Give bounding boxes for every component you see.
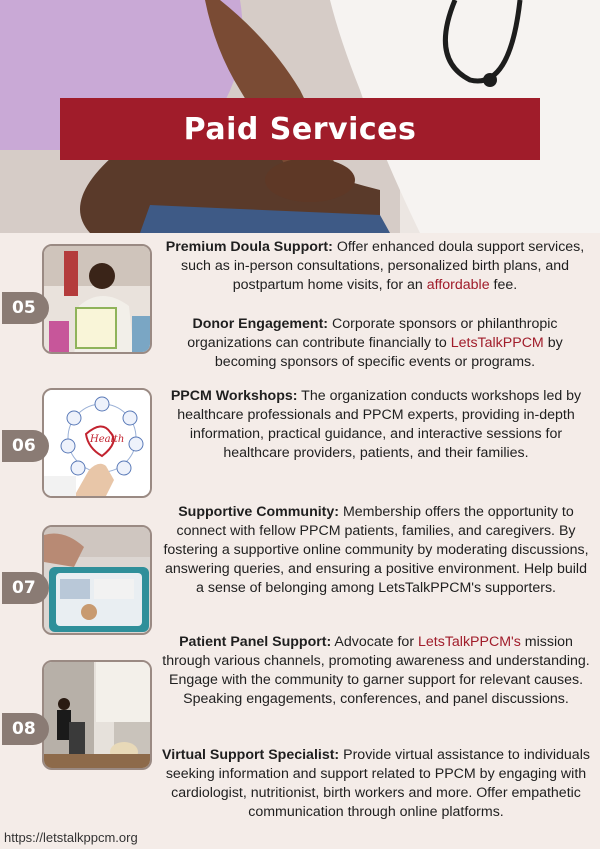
ppcm-workshops xyxy=(164,387,588,463)
section-06-badge xyxy=(2,430,49,462)
health-diagram-image xyxy=(44,390,152,498)
section-05-photo xyxy=(42,244,152,354)
item-heading: Donor Engagement: xyxy=(192,316,329,332)
title-banner xyxy=(60,98,540,160)
item-text: Provide virtual assistance to individuals seeking information and support related to PPCM by engaging with cardiologist, nutritionist, birth workers and more. Offer empathetic communication through online platforms. xyxy=(165,747,590,820)
item-heading: PPCM Workshops: xyxy=(170,388,298,404)
section-05-badge xyxy=(2,292,49,324)
premium-doula-support xyxy=(164,238,586,295)
website-url: https://letstalkppcm.org xyxy=(4,830,138,845)
item-text: by becoming sponsors of specific events or programs. xyxy=(214,335,563,370)
section-08-photo xyxy=(42,660,152,770)
item-text: Membership offers the opportunity to connect with fellow PPCM patients, families, and caregivers. By fostering a supportive online community by moderating discussions, answering queries, and ensuring a positive environment. Help build a sense of belonging among LetsTalkPPCM's supporters. xyxy=(163,504,589,596)
section-number: 07 xyxy=(12,578,36,598)
health-label: Health xyxy=(90,434,125,445)
highlight-letstalkppcm: LetsTalkPPCM xyxy=(450,335,544,351)
item-heading: Premium Doula Support: xyxy=(165,239,333,255)
hero-photo xyxy=(0,0,600,233)
section-06-photo xyxy=(42,388,152,498)
panel-discussion-image xyxy=(44,662,152,770)
patient-panel-support xyxy=(162,633,590,709)
section-07-badge xyxy=(2,572,49,604)
section-number: 05 xyxy=(12,298,36,318)
supportive-community xyxy=(162,503,590,598)
highlight-letstalkppcms: LetsTalkPPCM's xyxy=(418,634,521,650)
item-text: mission through various channels, promoting awareness and understanding. Engage with the community to garner support for relevant causes. Speaking engagements, conferences, and panel discussions. xyxy=(162,634,590,707)
item-heading: Virtual Support Specialist: xyxy=(162,747,340,763)
virtual-support-specialist xyxy=(162,746,590,822)
item-text: fee. xyxy=(489,277,518,293)
item-heading: Supportive Community: xyxy=(178,504,340,520)
section-number: 06 xyxy=(12,436,36,456)
section-07-photo xyxy=(42,525,152,635)
suitcase-packing-image xyxy=(44,527,152,635)
donor-engagement xyxy=(164,315,586,372)
item-text: Advocate for xyxy=(331,634,418,650)
woman-holding-card-image xyxy=(44,246,152,354)
page-title: Paid Services xyxy=(183,111,417,147)
section-number: 08 xyxy=(12,719,36,739)
highlight-affordable: affordable xyxy=(426,277,490,293)
section-08-badge xyxy=(2,713,49,745)
item-text: Offer enhanced doula support services, such as in-person consultations, personalized birth plans, and postpartum home visits, for an xyxy=(180,239,585,293)
item-heading: Patient Panel Support: xyxy=(179,634,332,650)
item-text: Corporate sponsors or philanthropic organizations can contribute financially to xyxy=(187,316,558,351)
item-text: The organization conducts workshops led by healthcare professionals and PPCM experts, providing in-depth information, practical guidance, and interactive sessions for healthcare providers, patients, and their families. xyxy=(177,388,582,461)
